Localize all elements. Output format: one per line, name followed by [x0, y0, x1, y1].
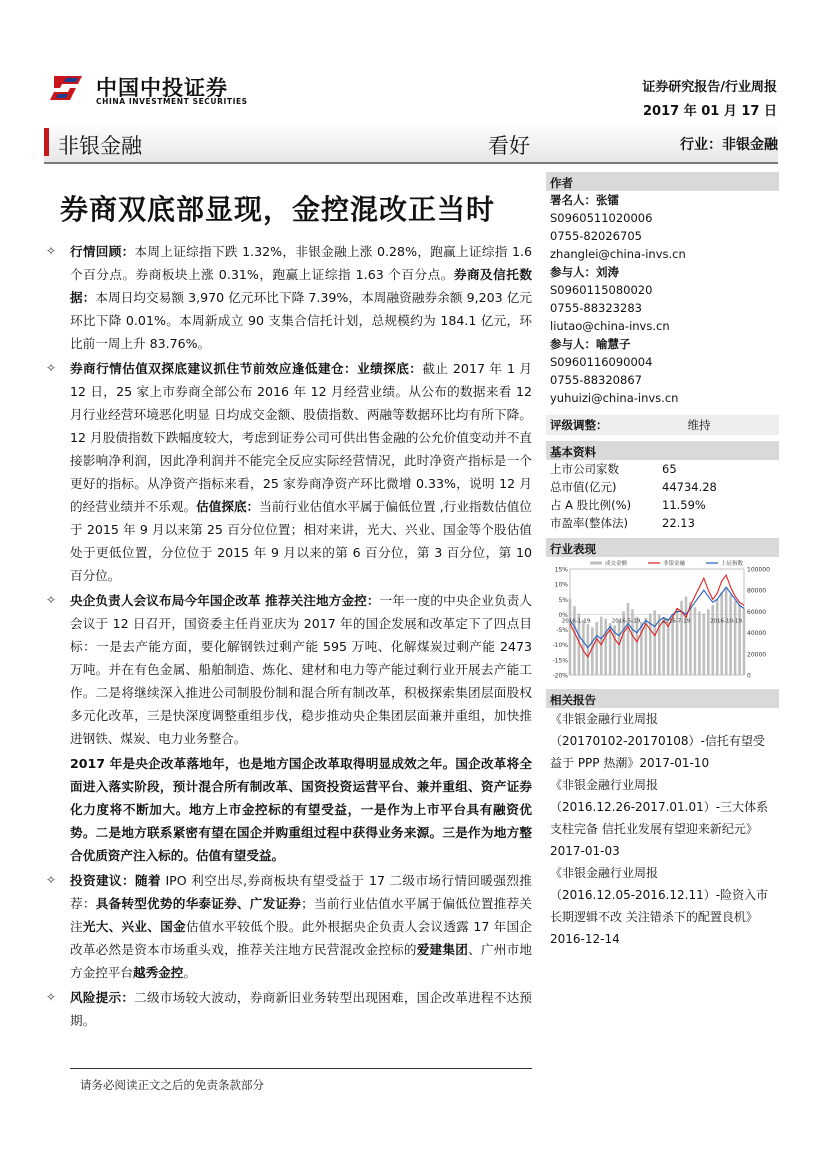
volume-bar [618, 620, 621, 675]
diamond-bullet-icon: ✧ [46, 593, 57, 607]
volume-bar [662, 620, 665, 675]
volume-bar [604, 619, 607, 675]
report-headline: 券商双底部显现，金控混改正当时 [60, 193, 496, 226]
basic-info-row: 市盈率(整体法) 22.13 [550, 516, 695, 530]
volume-bar [738, 605, 741, 675]
paragraph-reform-year: 2017 年是央企改革落地年，也是地方国企改革取得明显成效之年。国企改革将全面进入落实阶段，预计混合所有制改革、国资投资运营平台、兼并重组、资产证券化力度将不断加大。地方上市金控标的有望受益，一是作为上市平台具有融资优势。二是地方联系紧密有望在国企并购重组过程中获得业务来源。三是作为地方整合优质资产注入标的。估值有望受益。 [70, 756, 532, 863]
y-right-tick-label: 40000 [747, 630, 767, 638]
related-report-line: 《非银金融行业周报 [550, 712, 659, 726]
related-report-line: （20170102-20170108）-信托有望受 [550, 734, 765, 748]
industry-label: 行业：非银金融 [680, 137, 778, 153]
volume-bar [729, 594, 732, 675]
rating-adjustment-label: 评级调整： [550, 418, 608, 432]
x-tick-label: 2016-10-19 [710, 618, 742, 625]
author-email: yuhuizi@china-invs.cn [550, 391, 679, 405]
diamond-bullet-icon: ✧ [46, 244, 57, 258]
volume-bar [698, 611, 701, 675]
volume-bar [671, 616, 674, 675]
paragraph-market-review: ✧ 行情回顾：本周上证综指下跌 1.32%，非银金融上涨 0.28%，跑赢上证综指 1.6 个百分点。券商板块上涨 0.31%，跑赢上证综指 1.63 个百分点。券商及信托数据：本周日均交易额 3,970 亿元环比下降 7.39%，本周融资融券余额 9,203 亿元环比下降 0.01%。本周新成立 90 支集合信托计划，总规模约为 184.1 亿元，环比前一周上升 83.76%。 [44, 240, 532, 355]
volume-bar [587, 624, 590, 675]
related-report-line: 支柱完备 信托业发展有望迎来新纪元》 [550, 822, 758, 836]
related-report-line: 《非银金融行业周报 [550, 866, 659, 880]
company-name-en: CHINA INVESTMENT SECURITIES [96, 97, 248, 106]
related-reports-heading: 相关报告 [546, 689, 779, 708]
x-tick-label: 2016-7-19 [661, 618, 691, 625]
y-right-tick-label: 100000 [747, 566, 770, 574]
legend-label: 上证指数 [721, 561, 744, 567]
legend-label: 非银金融 [663, 561, 686, 567]
related-report-line: 《非银金融行业周报 [550, 778, 659, 792]
volume-bar [720, 592, 723, 675]
basic-info-row: 上市公司家数 65 [550, 462, 677, 476]
author-phone: 0755-82026705 [550, 229, 642, 243]
basic-info-heading: 基本资料 [546, 441, 779, 460]
related-report-line: （2016.12.05-2016.12.11）-险资入市 [550, 888, 769, 902]
volume-bar [573, 606, 576, 675]
diamond-bullet-icon: ✧ [46, 990, 57, 1004]
report-type: 证券研究报告/行业周报 [642, 80, 777, 95]
sidebar [546, 172, 779, 950]
volume-bar [569, 599, 572, 675]
y-left-tick-label: 5% [558, 596, 568, 604]
y-right-tick-label: 20000 [747, 651, 767, 659]
author-id: S0960115080020 [550, 283, 653, 297]
y-left-tick-label: 15% [554, 566, 568, 574]
related-report-line: 2016-12-14 [550, 932, 620, 946]
related-report-line: 长期逻辑不改 关注错杀下的配置良机》 [550, 910, 758, 924]
author-phone: 0755-88320867 [550, 373, 642, 387]
company-logo-icon [48, 72, 88, 104]
performance-chart [546, 557, 779, 685]
volume-bar [658, 615, 661, 675]
y-left-tick-label: -10% [552, 642, 568, 650]
paragraph-investment-advice: ✧ 投资建议：随着 IPO 利空出尽,券商板块有望受益于 17 二级市场行情回暖强烈推荐：具备转型优势的华泰证券、广发证券；当前行业估值水平属于偏低位置推荐关注光大、兴业、国金估值水平较低个股。此外根据央企负责人会议透露 17 年国企改革必然是资本市场重头戏，推荐关注地方民营混改金控标的爱建集团、广州市地方金控平台越秀金控。 [44, 869, 532, 984]
basic-info-row: 占 A 股比例(%) 11.59% [550, 498, 706, 512]
y-left-tick-label: -5% [556, 627, 568, 635]
author-id: S0960116090004 [550, 355, 653, 369]
volume-bar [743, 608, 746, 675]
author-phone: 0755-88323283 [550, 301, 642, 315]
volume-bar [636, 617, 639, 675]
related-report-line: （2016.12.26-2017.01.01）-三大体系 [550, 800, 769, 814]
rating-adjustment [546, 415, 779, 435]
paragraph-soe-reform: ✧ 央企负责人会议布局今年国企改革 推荐关注地方金控：一年一度的中央企业负责人会议于 12 日召开，国资委主任肖亚庆为 2017 年的国企发展和改革定下了四点目标：一是去产能方面，要化解钢铁过剩产能 595 万吨、化解煤炭过剩产能 2473 万吨。并在有色金属、船舶制造、炼化、建材和电力等产能过剩行业开展去产能工作。二是将继续深入推进公司制股份制和混合所有制改革，积极探索集团层面股权多元化改革，三是快深度调整重组步伐，稳步推动央企集团层面兼并重组，加快推进钢铁、煤炭、电力业务整合。 [44, 589, 532, 750]
company-name-cn: 中国中投证券 [96, 76, 228, 100]
y-left-tick-label: 10% [554, 581, 568, 589]
diamond-bullet-icon: ✧ [46, 873, 57, 887]
performance-heading: 行业表现 [546, 538, 779, 557]
y-left-tick-label: -15% [552, 657, 568, 665]
author-name: 参与人：刘涛 [550, 265, 619, 279]
sector-bar [44, 122, 778, 164]
company-logo [48, 72, 248, 108]
author-email: liutao@china-invs.cn [550, 319, 670, 333]
sector-accent [44, 128, 49, 156]
author-id: S0960511020006 [550, 211, 653, 225]
sector-name: 非银金融 [58, 134, 142, 158]
author-name: 参与人：喻慧子 [550, 337, 631, 351]
paragraph-valuation: ✧ 券商行情估值双探底建议抓住节前效应逢低建仓：业绩探底：截止 2017 年 1 月 12 日，25 家上市券商全部公布 2016 年 12 月经营业绩。从公布的数据来看 12 月行业经营环境恶化明显 日均成交金额、股债指数、两融等数据环比均有所下降。12 月股债指数下跌幅度较大，考虑到证券公司可供出售金融的公允价值变动并不直接影响净利润，因此净利润并不能完全反应实际经营情况，此时净资产指标是一个更好的指标。从净资产指标来看，25 家券商净资产环比微增 0.33%，说明 12 月的经营业绩并不乐观。估值探底：当前行业估值水平属于偏低位置 ,行业指数估值位于 2015 年 9 月以来第 25 百分位位置；相对来讲，光大、兴业、国金等个股估值处于更低位置，分位位于 2015 年 9 月以来的第 6 百分位，第 3 百分位，第 10 百分位。 [44, 357, 532, 587]
volume-bar [734, 601, 737, 675]
volume-bar [595, 622, 598, 675]
volume-bar [689, 602, 692, 675]
author-email: zhanglei@china-invs.cn [550, 247, 686, 261]
y-left-tick-label: 0% [558, 611, 568, 619]
y-right-tick-label: 60000 [747, 608, 767, 616]
y-right-tick-label: 0 [747, 672, 751, 680]
performance-chart-svg [546, 557, 779, 685]
volume-bar [591, 627, 594, 675]
volume-bar [703, 614, 706, 675]
y-left-tick-label: -20% [552, 672, 568, 680]
sector-rating: 看好 [488, 134, 530, 158]
authors-heading: 作者 [546, 172, 779, 191]
volume-bar [600, 617, 603, 675]
x-tick-label: 2016-1-19 [561, 618, 591, 625]
volume-bar [582, 620, 585, 675]
author-name: 署名人：张镭 [550, 193, 619, 207]
paragraph-risk: ✧ 风险提示：二级市场较大波动，券商新旧业务转型出现困难，国企改革进程不达预期。 [44, 986, 532, 1032]
volume-bar [711, 605, 714, 675]
x-tick-label: 2016-5-19 [611, 618, 641, 625]
basic-info-row: 总市值(亿元) 44734.28 [550, 480, 717, 494]
rating-adjustment-value: 维持 [687, 418, 711, 432]
legend-label: 成交金额 [605, 561, 628, 567]
related-report-line: 益于 PPP 热潮》2017-01-10 [550, 756, 710, 770]
report-date: 2017 年 01 月 17 日 [643, 104, 777, 119]
volume-bar [667, 622, 670, 675]
disclaimer-footer: 请务必阅读正文之后的免责条款部分 [80, 1078, 264, 1092]
footer-divider [70, 1068, 532, 1069]
volume-bar [716, 600, 719, 675]
y-right-tick-label: 80000 [747, 587, 767, 595]
volume-bar [653, 610, 656, 675]
volume-bar [627, 603, 630, 675]
main-body [44, 240, 532, 1034]
diamond-bullet-icon: ✧ [46, 361, 57, 375]
volume-bar [694, 607, 697, 675]
volume-bar [725, 588, 728, 675]
related-report-line: 2017-01-03 [550, 844, 620, 858]
volume-bar [685, 597, 688, 675]
